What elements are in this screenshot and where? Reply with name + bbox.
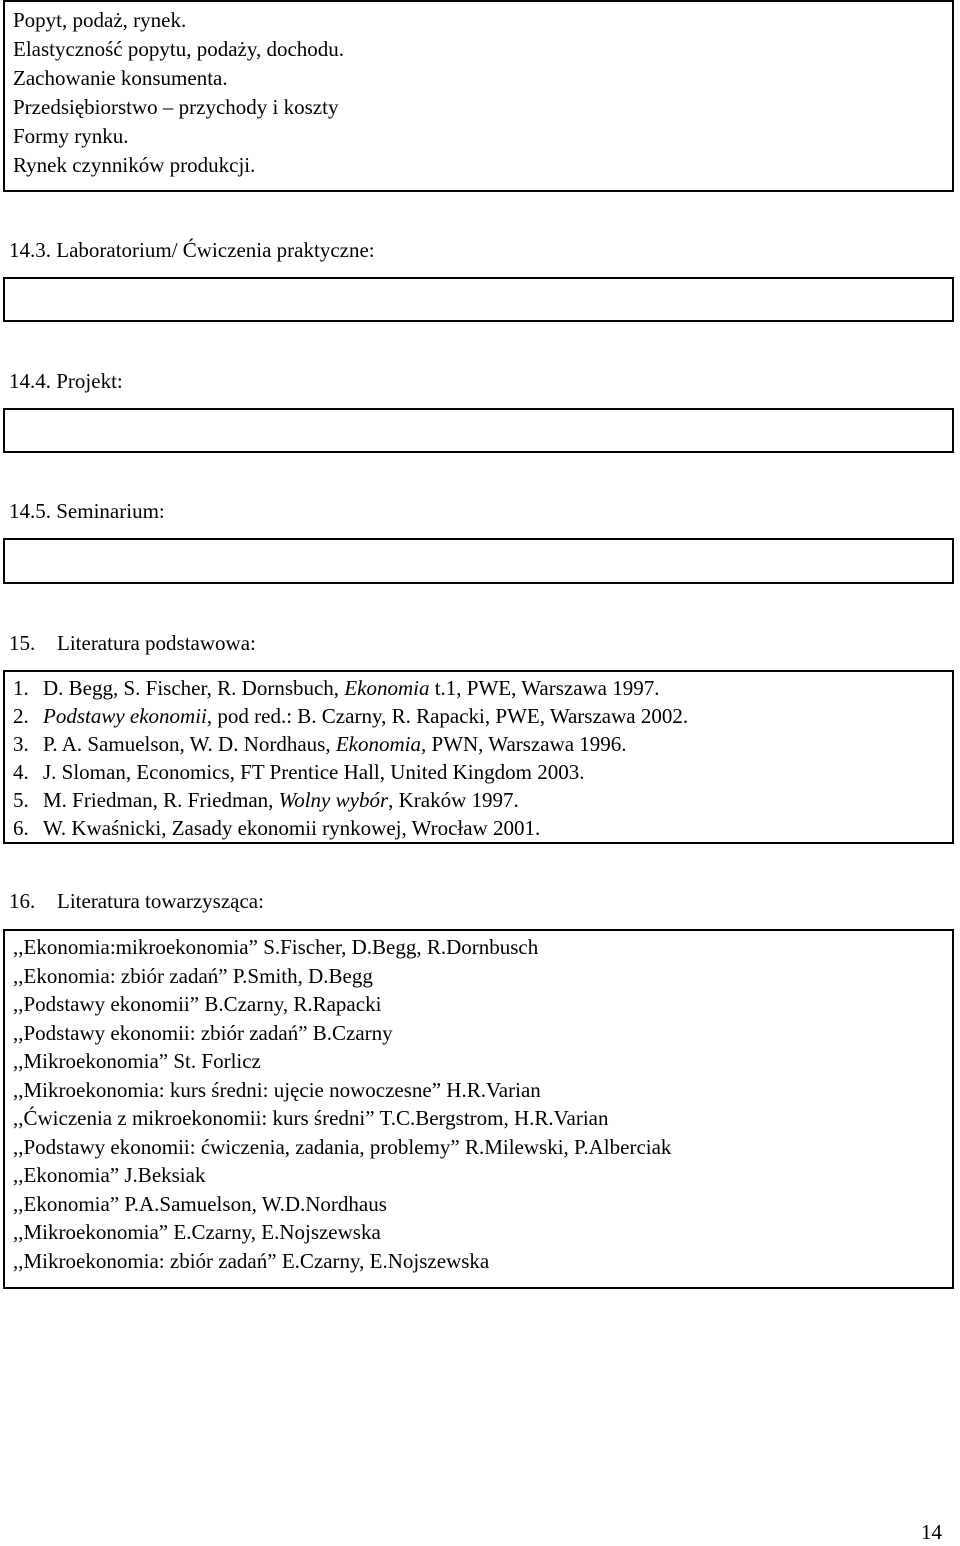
supplementary-literature-item: ,,Ćwiczenia z mikroekonomii: kurs średni” T.C.Bergstrom, H.R.Varian xyxy=(13,1106,609,1130)
topic-item: Przedsiębiorstwo – przychody i koszty xyxy=(13,95,339,119)
basic-literature-heading xyxy=(9,629,256,657)
supplementary-literature-heading xyxy=(9,887,264,915)
supplementary-literature-item: ,,Podstawy ekonomii: zbiór zadań” B.Czarny xyxy=(13,1020,393,1045)
basic-literature-number: 15. xyxy=(9,631,36,655)
supplementary-literature-number: 16. xyxy=(9,889,36,913)
supplementary-literature-title: Literatura towarzysząca: xyxy=(57,889,264,913)
project-heading: 14.4. Projekt: xyxy=(9,369,123,393)
seminar-heading: 14.5. Seminarium: xyxy=(9,499,165,523)
page-number: 14 xyxy=(921,1520,942,1544)
supplementary-literature-item: ,,Mikroekonomia” St. Forlicz xyxy=(13,1049,261,1073)
supplementary-literature-item: ,,Podstawy ekonomii: ćwiczenia, zadania, problemy” R.Milewski, P.Alberciak xyxy=(13,1134,672,1159)
topic-item: Elastyczność popytu, podaży, dochodu. xyxy=(13,37,345,61)
topic-item: Rynek czynników produkcji. xyxy=(13,153,256,177)
supplementary-literature-item: ,,Ekonomia:mikroekonomia” S.Fischer, D.Begg, R.Dornbusch xyxy=(13,935,539,959)
laboratory-box xyxy=(3,277,954,322)
project-box xyxy=(3,408,954,453)
seminar-box xyxy=(3,538,954,584)
topic-item: Formy rynku. xyxy=(13,124,129,148)
basic-literature-item: 6. W. Kwaśnicki, Zasady ekonomii rynkowej, Wrocław 2001. xyxy=(13,816,541,840)
supplementary-literature-item: ,,Mikroekonomia: kurs średni: ujęcie nowoczesne” H.R.Varian xyxy=(13,1077,541,1102)
basic-literature-item: 1. D. Begg, S. Fischer, R. Dornsbuch, Ekonomia t.1, PWE, Warszawa 1997. xyxy=(13,676,660,700)
supplementary-literature-item: ,,Mikroekonomia” E.Czarny, E.Nojszewska xyxy=(13,1220,381,1244)
topic-item: Popyt, podaż, rynek. xyxy=(13,8,187,32)
topics-box xyxy=(3,0,954,192)
basic-literature-item: 4. J. Sloman, Economics, FT Prentice Hall, United Kingdom 2003. xyxy=(13,760,585,784)
topic-item: Zachowanie konsumenta. xyxy=(13,66,228,90)
supplementary-literature-item: ,,Ekonomia” J.Beksiak xyxy=(13,1163,206,1187)
basic-literature-item: 3. P. A. Samuelson, W. D. Nordhaus, Ekonomia, PWN, Warszawa 1996. xyxy=(13,732,627,756)
basic-literature-item: 5. M. Friedman, R. Friedman, Wolny wybór, Kraków 1997. xyxy=(13,788,519,812)
basic-literature-title: Literatura podstawowa: xyxy=(57,631,256,655)
supplementary-literature-item: ,,Mikroekonomia: zbiór zadań” E.Czarny, E.Nojszewska xyxy=(13,1248,490,1273)
basic-literature-item: 2. Podstawy ekonomii, pod red.: B. Czarny, R. Rapacki, PWE, Warszawa 2002. xyxy=(13,704,689,728)
supplementary-literature-box xyxy=(3,929,954,1289)
basic-literature-box xyxy=(3,670,954,844)
laboratory-heading: 14.3. Laboratorium/ Ćwiczenia praktyczne: xyxy=(9,238,375,262)
supplementary-literature-item: ,,Ekonomia” P.A.Samuelson, W.D.Nordhaus xyxy=(13,1191,387,1216)
supplementary-literature-item: ,,Podstawy ekonomii” B.Czarny, R.Rapacki xyxy=(13,992,382,1016)
supplementary-literature-item: ,,Ekonomia: zbiór zadań” P.Smith, D.Begg xyxy=(13,963,373,988)
